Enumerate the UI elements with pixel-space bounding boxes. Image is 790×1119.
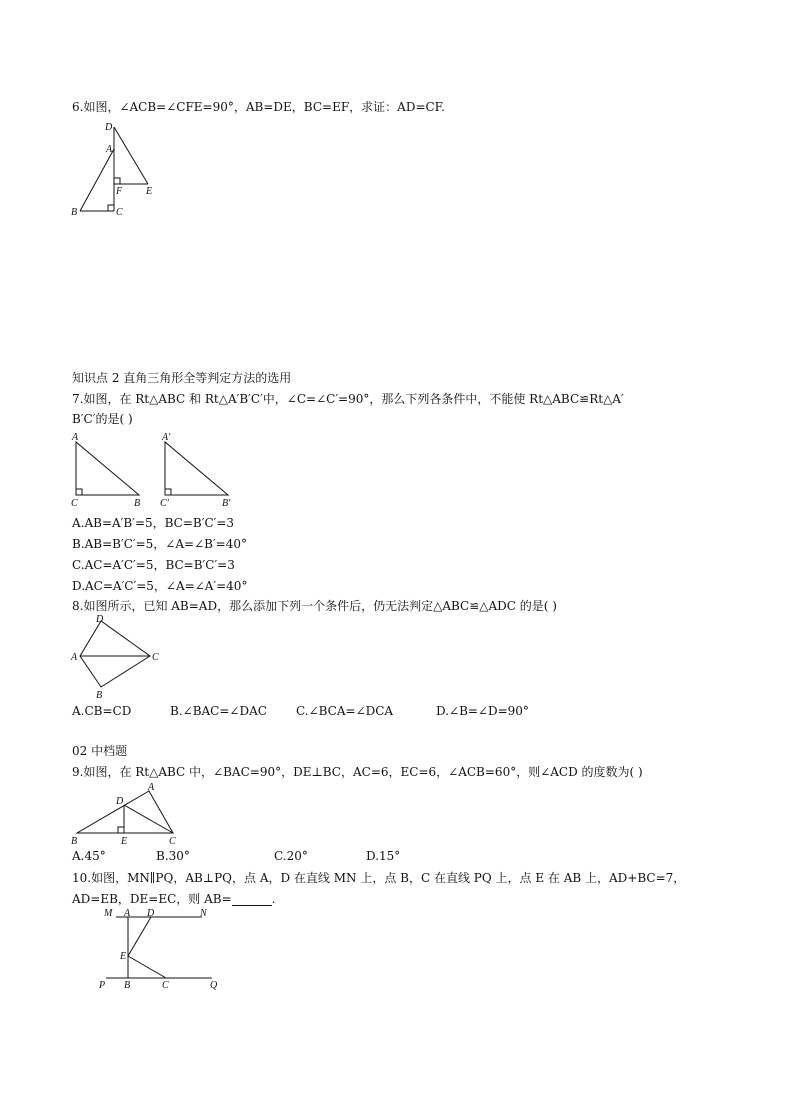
q7-option-c: C.AC=A′C′=5，BC=B′C′=3 — [72, 558, 235, 572]
q8-label-A: A — [71, 652, 78, 663]
q8-quadrilateral — [80, 621, 150, 687]
q10-label-P: P — [99, 980, 106, 991]
q7-stem-line2: B′C′的是( ) — [72, 412, 133, 426]
q7-label-B: B — [134, 498, 141, 509]
q10-label-D: D — [147, 908, 155, 919]
q10-label-E: E — [120, 951, 127, 962]
q9-label-B: B — [71, 836, 78, 847]
q10-label-M: M — [104, 908, 113, 919]
q7-right-angle-C2 — [165, 489, 171, 495]
q10-seg-EC — [128, 956, 166, 978]
q10-stem-line2 — [72, 892, 275, 906]
q9-option-a: A.45° — [72, 849, 106, 863]
q9-label-E: E — [121, 836, 128, 847]
q10-label-B: B — [124, 980, 131, 991]
q8-label-D: D — [96, 614, 104, 625]
q7-label-C: C — [71, 498, 78, 509]
q7-figure — [66, 430, 246, 512]
q9-figure — [66, 780, 196, 848]
section2-title: 知识点 2 直角三角形全等判定方法的选用 — [72, 371, 292, 385]
q7-option-d: D.AC=A′C′=5，∠A=∠A′=40° — [72, 579, 248, 593]
q9-label-A: A — [148, 782, 155, 793]
q9-option-b: B.30° — [156, 849, 190, 863]
q8-stem: 8.如图所示，已知 AB=AD，那么添加下列一个条件后，仍无法判定△ABC≌△ADC 的是( ) — [72, 599, 557, 613]
q8-label-B: B — [96, 690, 103, 701]
q6-label-A: A — [106, 144, 113, 155]
q6-right-angle-C — [108, 205, 114, 211]
q7-label-A2: A′ — [162, 432, 171, 443]
q6-label-F: F — [116, 186, 123, 197]
q7-option-a: A.AB=A′B′=5，BC=B′C′=3 — [72, 516, 235, 530]
q10-figure — [94, 905, 226, 991]
q6-label-C: C — [116, 207, 123, 218]
q6-figure — [66, 118, 166, 223]
q8-option-a: A.CB=CD — [72, 704, 132, 718]
q6-right-angle-F — [114, 178, 120, 184]
q8-option-c: C.∠BCA=∠DCA — [296, 704, 394, 718]
section3-title: 02 中档题 — [72, 744, 128, 758]
q7-option-b: B.AB=B′C′=5，∠A=∠B′=40° — [72, 537, 248, 551]
q7-label-A: A — [72, 432, 79, 443]
q7-label-B2: B′ — [222, 498, 231, 509]
q10-label-C: C — [162, 980, 169, 991]
q10-stem-line1: 10.如图，MN∥PQ，AB⊥PQ，点 A，D 在直线 MN 上，点 B，C 在直线 PQ 上，点 E 在 AB 上，AD+BC=7， — [72, 871, 686, 885]
q10-label-A: A — [124, 908, 131, 919]
q9-right-angle-E — [118, 827, 124, 833]
q6-seg-DE — [114, 127, 148, 184]
q10-label-Q: Q — [210, 980, 218, 991]
q6-label-D: D — [105, 122, 113, 133]
q6-label-E: E — [146, 186, 153, 197]
q9-seg-DC — [124, 805, 173, 833]
q8-label-C: C — [152, 652, 159, 663]
q6-stem: 6.如图，∠ACB=∠CFE=90°，AB=DE，BC=EF，求证：AD=CF. — [72, 100, 445, 114]
q7-stem-line1: 7.如图，在 Rt△ABC 和 Rt△A′B′C′中，∠C=∠C′=90°，那么下列各条件中，不能使 Rt△ABC≌Rt△A′ — [72, 392, 624, 406]
q10-stem-suffix: . — [271, 892, 276, 906]
q7-right-angle-C — [76, 489, 82, 495]
q10-stem-prefix: AD=EB，DE=EC，则 AB= — [72, 892, 232, 906]
q6-seg-BA — [80, 149, 114, 211]
q9-option-c: C.20° — [274, 849, 308, 863]
answer-blank — [232, 894, 272, 906]
q9-label-C: C — [169, 836, 176, 847]
q9-triangle-ABC — [77, 791, 173, 833]
q8-figure — [66, 612, 166, 702]
q10-seg-ED — [128, 917, 151, 956]
q7-triangle-A2B2C2 — [165, 442, 228, 495]
q10-label-N: N — [200, 908, 207, 919]
q9-option-d: D.15° — [366, 849, 401, 863]
q7-label-C2: C′ — [160, 498, 169, 509]
q6-label-B: B — [71, 207, 78, 218]
q8-option-d: D.∠B=∠D=90° — [436, 704, 529, 718]
q9-label-D: D — [116, 796, 124, 807]
q8-option-b: B.∠BAC=∠DAC — [170, 704, 267, 718]
q9-stem: 9.如图，在 Rt△ABC 中，∠BAC=90°，DE⊥BC，AC=6，EC=6，∠ACB=60°，则∠ACD 的度数为( ) — [72, 765, 643, 779]
q7-triangle-ABC — [76, 442, 139, 495]
